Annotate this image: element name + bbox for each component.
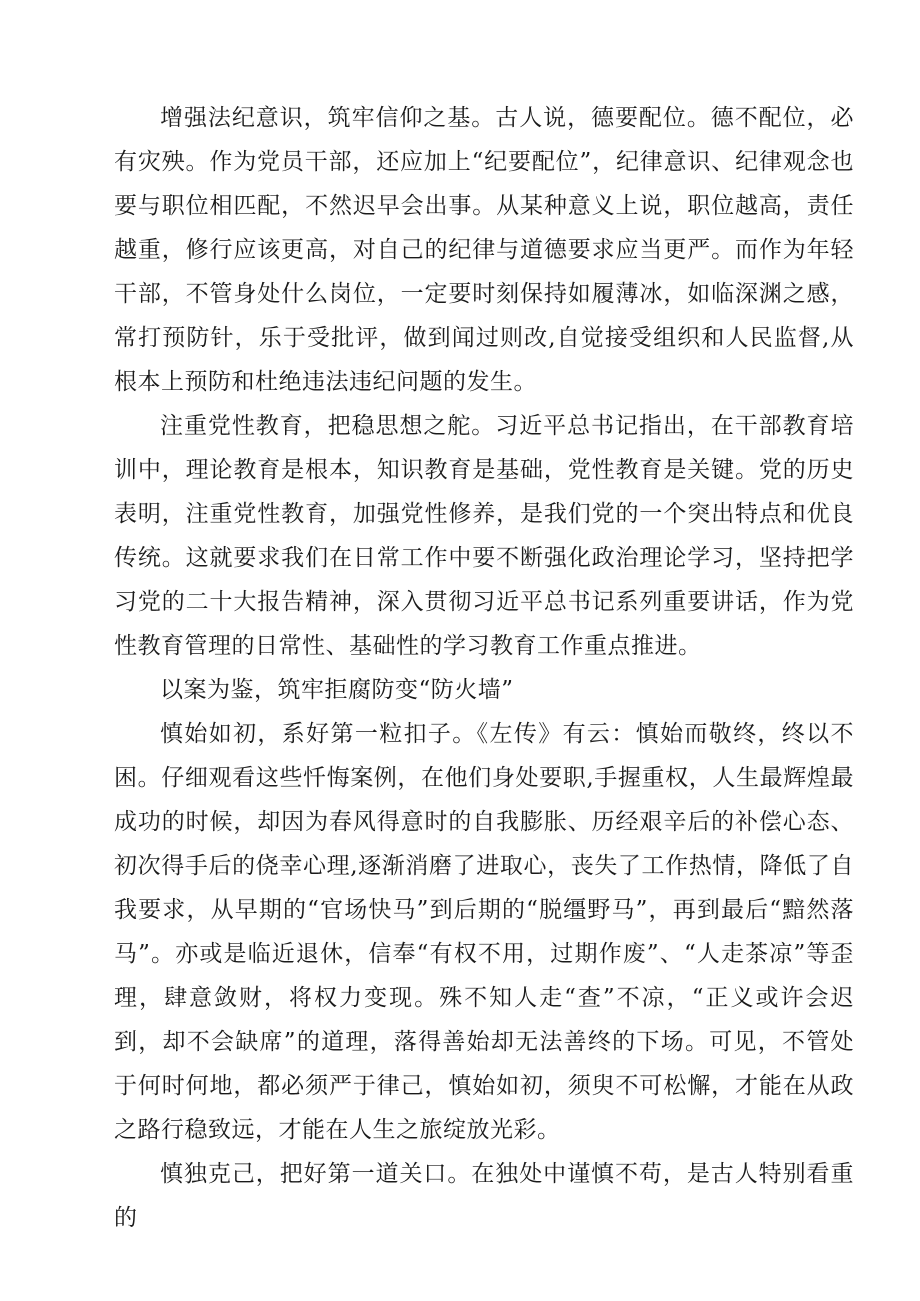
section-heading: 以案为鉴，筑牢拒腐防变“防火墙”: [160, 677, 514, 703]
paragraph-self-discipline: 慎独克己，把好第一道关口。在独处中谨慎不苟，是古人特别看重的: [114, 1161, 854, 1231]
paragraph-discipline-awareness: 增强法纪意识，筑牢信仰之基。古人说，德要配位。德不配位，必有灾殃。作为党员干部，还应加上“纪要配位”，纪律意识、纪律观念也要与职位相匹配，不然迟早会出事。从某种意义上说，职位越高，责任越重，修行应该更高，对自己的纪律与道德要求应当更严。而作为年轻干部，不管身处什么岗位，一定要时刻保持如履薄冰，如临深渊之感，常打预防针，乐于受批评，做到闻过则改,自觉接受组织和人民监督,从根本上预防和杜绝违法违纪问题的发生。: [114, 105, 854, 395]
paragraph-cautious-beginning: 慎始如初，系好第一粒扣子。《左传》有云：慎始而敬终，终以不困。仔细观看这些忏悔案例，在他们身处要职,手握重权，人生最辉煌最成功的时候，却因为春风得意时的自我膨胀、历经艰辛后的补偿心态、初次得手后的侥幸心理,逐渐消磨了进取心，丧失了工作热情，降低了自我要求，从早期的“官场快马”到后期的“脱缰野马”，再到最后“黯然落马”。亦或是临近退休，信奉“有权不用，过期作废”、“人走茶凉”等歪理，肆意敛财，将权力变现。殊不知人走“查”不凉，“正义或许会迟到，却不会缺席”的道理，落得善始却无法善终的下场。可见，不管处于何时何地，都必须严于律己，慎始如初，须臾不可松懈，才能在从政之路行稳致远，才能在人生之旅绽放光彩。: [114, 721, 854, 1143]
document-page: [114, 96, 854, 1240]
paragraph-party-education: 注重党性教育，把稳思想之舵。习近平总书记指出，在干部教育培训中，理论教育是根本，知识教育是基础，党性教育是关键。党的历史表明，注重党性教育，加强党性修养，是我们党的一个突出特点和优良传统。这就要求我们在日常工作中要不断强化政治理论学习，坚持把学习党的二十大报告精神，深入贯彻习近平总书记系列重要讲话，作为党性教育管理的日常性、基础性的学习教育工作重点推进。: [114, 413, 854, 659]
